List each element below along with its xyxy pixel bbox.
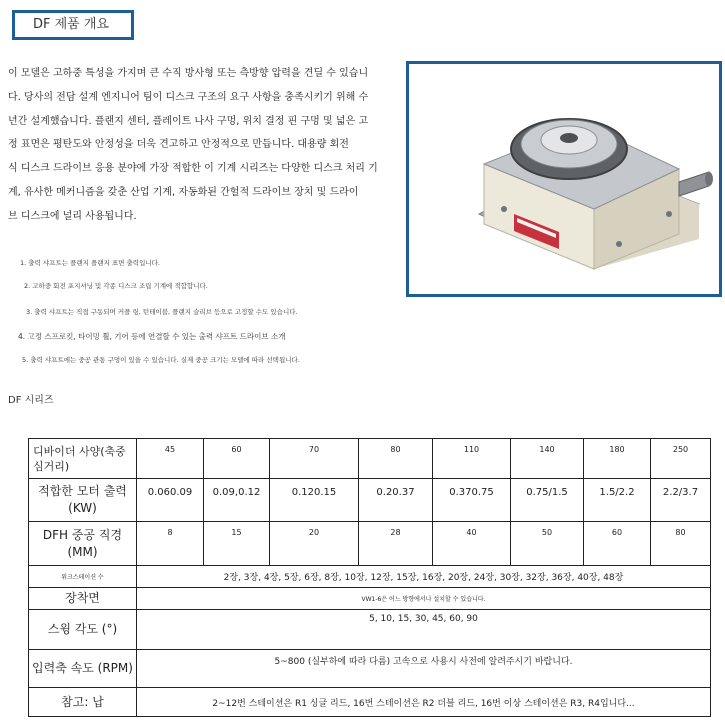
table-cell: 0.120.15 [270, 479, 359, 522]
table-cell: 80 [359, 439, 433, 479]
table-cell: 250 [651, 439, 711, 479]
table-cell: 110 [433, 439, 511, 479]
table-cell: 0.75/1.5 [511, 479, 584, 522]
note-item: 3. 출력 샤프트는 직접 구동되며 커플 링, 턴테이블, 플랜지 슬리브 등으로 고정할 수도 있습니다. [26, 308, 298, 316]
description-line: 계, 유사한 메커니즘을 갖춘 산업 기계, 자동화된 간헐적 드라이브 장치 및 드라이 [8, 186, 359, 198]
table-cell: 70 [270, 439, 359, 479]
table-cell: 1.5/2.2 [584, 479, 651, 522]
table-cell: 0.060.09 [137, 479, 204, 522]
mount-value: VW1-6은 어느 방향에서나 설치할 수 있습니다. [137, 588, 711, 610]
table-cell: 40 [433, 522, 511, 566]
table-cell: 28 [359, 522, 433, 566]
stations-value: 2장, 3장, 4장, 5장, 6장, 8장, 10장, 12장, 15장, 16장, 20장, 24장, 30장, 32장, 36장, 40장, 48장 [137, 566, 711, 588]
description-line: 브 디스크에 널리 사용됩니다. [8, 210, 137, 222]
section-title-box [12, 10, 134, 40]
table-cell: 20 [270, 522, 359, 566]
row-label: 참고: 납 [29, 688, 137, 717]
description-line: 식 디스크 드라이브 응용 분야에 가장 적합한 이 기계 시리즈는 다양한 디스크 처리 기 [8, 163, 378, 175]
description-line: 이 모델은 고하중 특성을 가지며 큰 수직 방사형 또는 측방향 압력을 견딜 수 있습니 [8, 68, 369, 79]
table-cell: 180 [584, 439, 651, 479]
table-row [29, 610, 711, 650]
spec-table [28, 438, 711, 717]
table-row [29, 479, 711, 522]
row-label: 입력축 속도 (RPM) [29, 650, 137, 688]
product-image-frame [406, 61, 722, 297]
note-item: 1. 출력 샤프트는 플랜지 플랜지 표면 출력입니다. [20, 259, 160, 267]
note-item: 5. 출력 샤프트에는 중공 관통 구멍이 있을 수 있습니다. 실제 중공 크기는 모델에 따라 선택됩니다. [22, 356, 300, 364]
table-row [29, 588, 711, 610]
row-label: 워크스테이션 수 [29, 566, 137, 588]
description-line: 정 표면은 평탄도와 안정성을 더욱 견고하고 안정적으로 만듭니다. 대용량 회전 [8, 139, 349, 151]
table-cell: 0.20.37 [359, 479, 433, 522]
table-row [29, 566, 711, 588]
table-cell: 60 [584, 522, 651, 566]
row-label: 적합한 모터 출력 (KW) [29, 479, 137, 522]
section-title: DF 제품 개요 [33, 17, 109, 32]
swing-value: 5, 10, 15, 30, 45, 60, 90 [137, 610, 711, 650]
row-label: 디바이더 사양(축중심거리) [29, 439, 137, 479]
product-description [8, 62, 394, 229]
row-label: 장착면 [29, 588, 137, 610]
table-cell: 60 [204, 439, 270, 479]
table-cell: 2.2/3.7 [651, 479, 711, 522]
row-label: 스윙 각도 (°) [29, 610, 137, 650]
table-cell: 50 [511, 522, 584, 566]
table-row [29, 688, 711, 717]
series-title: DF 시리즈 [8, 395, 54, 406]
table-cell: 8 [137, 522, 204, 566]
note-item: 2. 고하중 회전 포지셔닝 및 각종 디스크 조립 기계에 적합합니다. [24, 282, 208, 290]
table-cell: 140 [511, 439, 584, 479]
table-row [29, 650, 711, 688]
table-cell: 45 [137, 439, 204, 479]
ref-value: 2~12번 스테이션은 R1 싱글 리드, 16번 스테이션은 R2 더블 리드, 16번 이상 스테이션은 R3, R4입니다... [137, 688, 711, 717]
table-row [29, 522, 711, 566]
table-row [29, 439, 711, 479]
speed-value: 5~800 (실부하에 따라 다름) 고속으로 사용시 사전에 알려주시기 바랍니다. [137, 650, 711, 688]
note-item: 4. 고정 스프로킷, 타이밍 휠, 기어 등에 연결할 수 있는 출력 샤프트 드라이브 소개 [18, 332, 286, 341]
description-line: 다. 당사의 전담 설계 엔지니어 팀이 디스크 구조의 요구 사항을 충족시키기 위해 수 [8, 91, 369, 103]
table-cell: 0.370.75 [433, 479, 511, 522]
description-line: 년간 설계했습니다. 플랜지 센터, 플레이트 나사 구멍, 위치 결정 핀 구멍 및 넓은 고 [8, 115, 368, 127]
table-cell: 80 [651, 522, 711, 566]
indexer-product-image [409, 64, 719, 294]
table-cell: 0.09,0.12 [204, 479, 270, 522]
row-label: DFH 중공 직경 (MM) [29, 522, 137, 566]
table-cell: 15 [204, 522, 270, 566]
